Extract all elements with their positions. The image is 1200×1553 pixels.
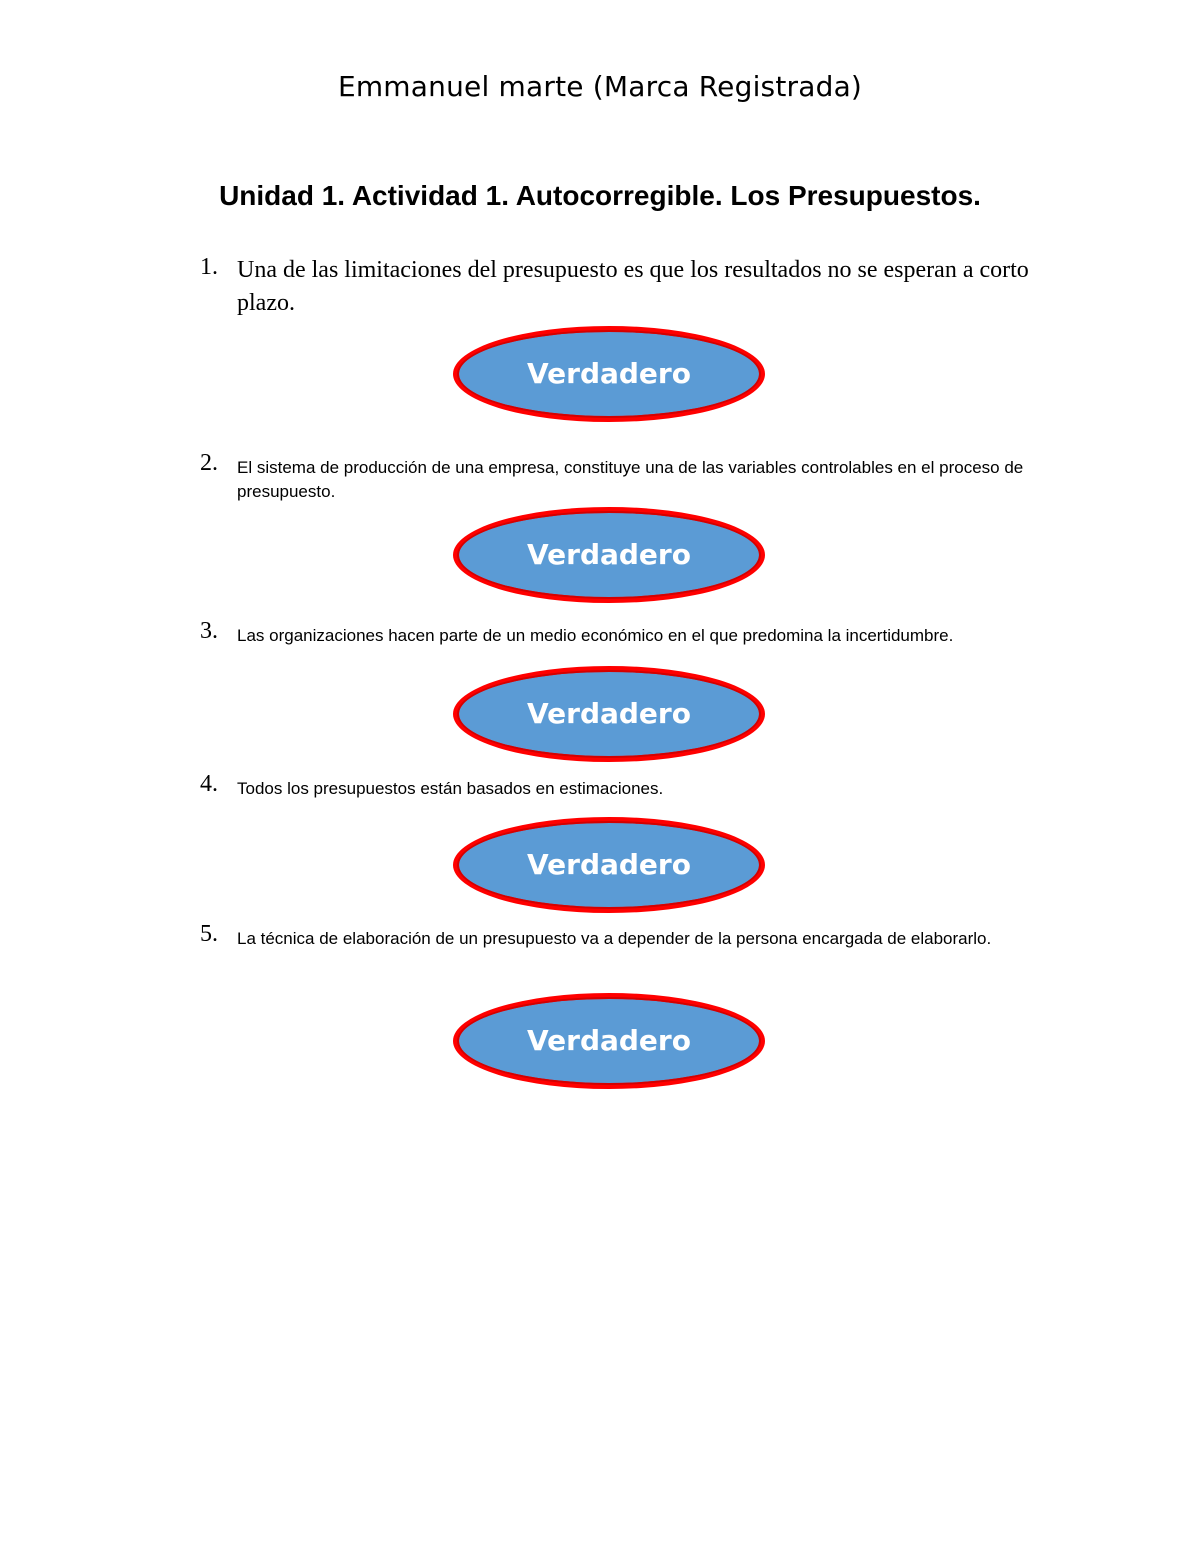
answer-label: Verdadero <box>527 848 691 881</box>
answer-label: Verdadero <box>527 697 691 730</box>
question-text: El sistema de producción de una empresa, constituye una de las variables controlables en el proceso de presupuesto. <box>237 458 1024 501</box>
answer-label: Verdadero <box>527 538 691 571</box>
answer-4-badge <box>453 817 765 913</box>
question-text: Todos los presupuestos están basados en estimaciones. <box>237 779 664 798</box>
question-number: 2. <box>200 450 218 476</box>
question-number: 3. <box>200 618 218 644</box>
answer-label: Verdadero <box>527 1024 691 1057</box>
page-title: Unidad 1. Actividad 1. Autocorregible. Los Presupuestos. <box>219 180 981 211</box>
question-text: La técnica de elaboración de un presupuesto va a depender de la persona encargada de elaborarlo. <box>237 929 992 948</box>
answer-2-badge <box>453 507 765 603</box>
answer-label: Verdadero <box>527 357 691 390</box>
question-number: 5. <box>200 921 218 947</box>
answer-1-badge <box>453 326 765 422</box>
author-heading: Emmanuel marte (Marca Registrada) <box>337 70 863 103</box>
question-text: Una de las limitaciones del presupuesto es que los resultados no se esperan a corto plazo. <box>237 257 1029 316</box>
question-number: 4. <box>200 771 218 797</box>
question-number: 1. <box>200 254 218 280</box>
answer-5-badge <box>453 993 765 1089</box>
answer-3-badge <box>453 666 765 762</box>
question-text: Las organizaciones hacen parte de un medio económico en el que predomina la incertidumbre. <box>237 626 954 645</box>
